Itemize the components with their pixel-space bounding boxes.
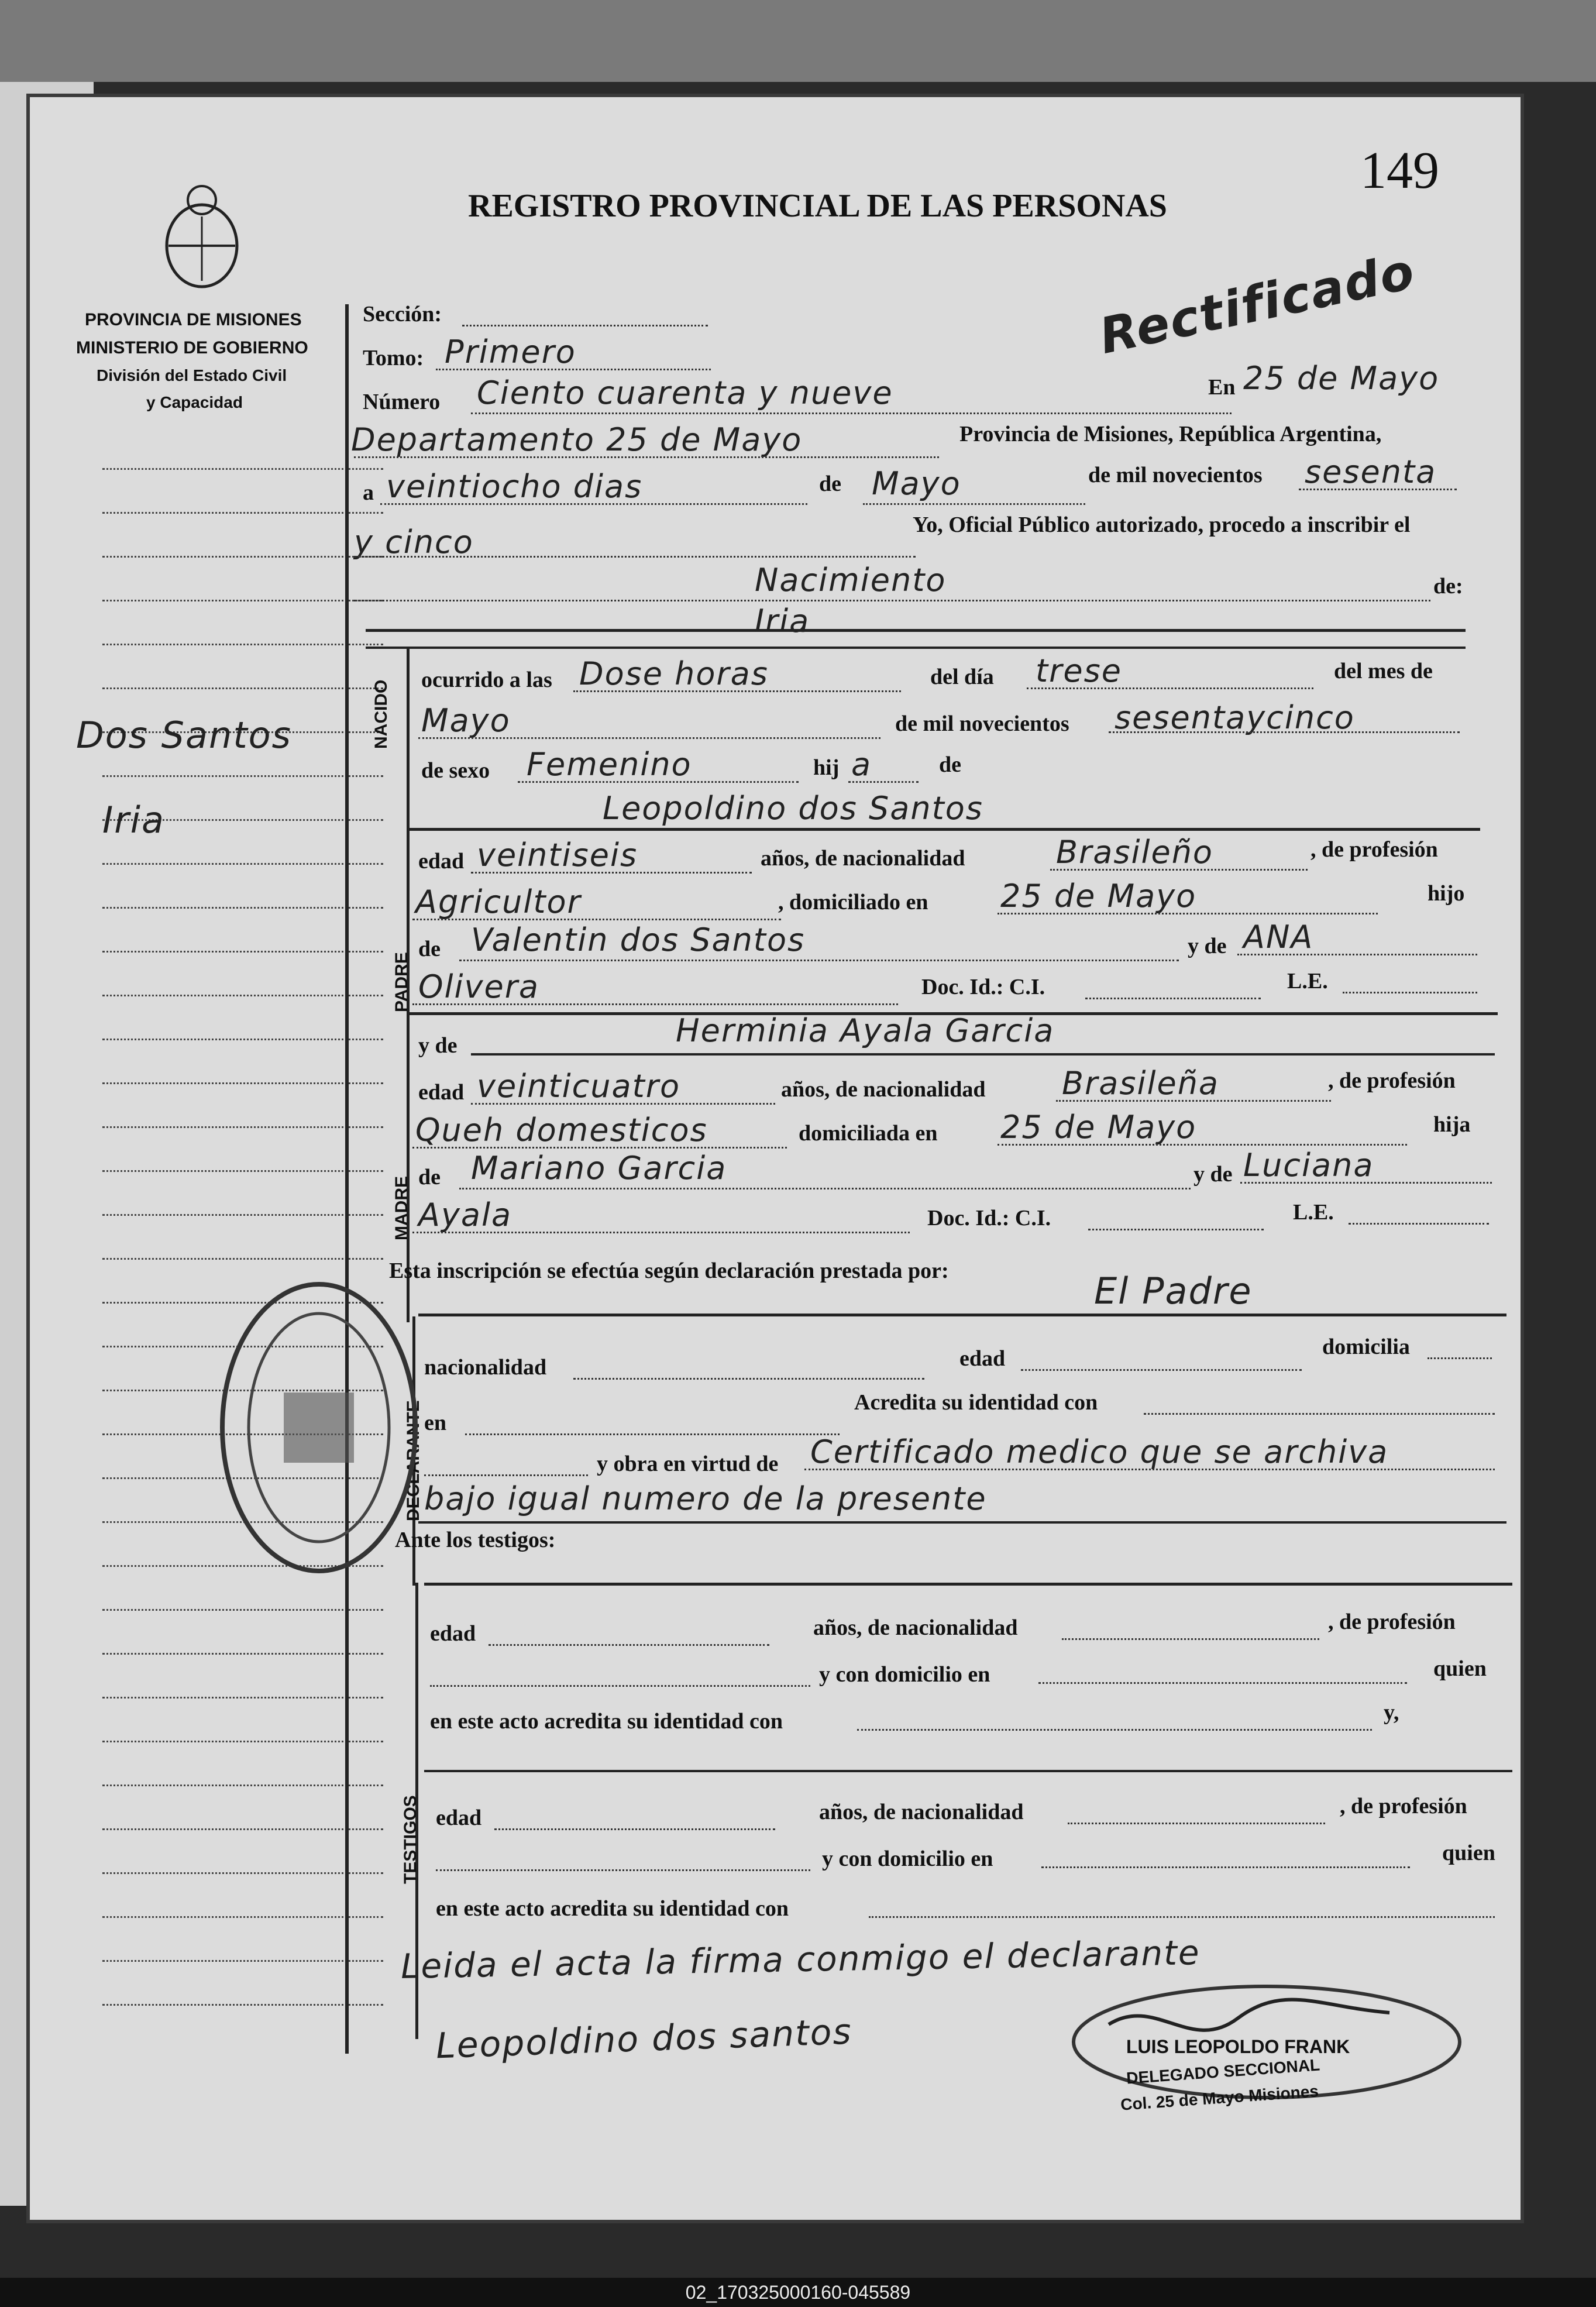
hora-value: Dose horas [579,655,769,692]
hij-label: hij [813,755,840,780]
page-edge-top [0,0,1596,82]
t2-de-prof-label: , de profesión [1340,1794,1467,1818]
yo-label: Yo, Oficial Público autorizado, procedo a inscribir el [913,513,1411,537]
decl-domicilia-label: domicilia [1322,1335,1410,1359]
de-mil-label: de mil novecientos [1088,463,1263,487]
madre-le-label: L.E. [1293,1200,1334,1225]
en-label: En [1208,375,1236,400]
ocurrido-label: ocurrido a las [421,668,552,692]
anio1-value: sesenta [1305,453,1437,490]
padre-le-label: L.E. [1287,969,1328,993]
mes-value: Mayo [872,465,961,502]
t2-edad-label: edad [436,1806,482,1830]
madre-section-label: MADRE [392,1176,411,1240]
nombre-value: Iria [755,603,810,640]
decl-obra-label: y obra en virtud de [597,1452,779,1476]
t2-anos-nac-label: años, de nacionalidad [819,1800,1024,1824]
a-label: a [363,480,374,505]
official-stamp-place: Col. 25 de Mayo Misiones [1120,2082,1319,2114]
t1-acto-acredita-label: en este acto acredita su identidad con [430,1709,783,1734]
de-label: de [819,472,841,496]
official-stamp-title: DELEGADO SECCIONAL [1126,2055,1321,2088]
madre-de-label: de [418,1165,441,1189]
mes-nac-value: Mayo [421,702,511,739]
sexo-value: Femenino [527,746,692,783]
t1-con-domicilio-label: y con domicilio en [819,1662,990,1687]
madre-anos-nac-label: años, de nacionalidad [781,1077,986,1102]
nacido-section-label: NACIDO [372,679,391,749]
padre-de3-label: de [418,937,441,961]
madre-y-de-label: y de [418,1033,458,1058]
de2-label: de [939,752,961,777]
madre-padre-value: Mariano Garcia [471,1150,727,1187]
provincia-label: Provincia de Misiones, República Argentina, [959,422,1382,446]
padre-anos-nac-label: años, de nacionalidad [761,846,965,871]
coat-of-arms-icon [158,181,246,298]
t1-edad-label: edad [430,1621,476,1646]
t2-acto-acredita-label: en este acto acredita su identidad con [436,1896,789,1921]
padre-edad-label: edad [418,849,465,874]
left-header-line-2: MINISTERIO DE GOBIERNO [76,338,308,357]
image-id-footer: 02_170325000160-045589 [0,2278,1596,2307]
madre-madre-value: Luciana [1243,1147,1374,1184]
dias-value: veintiocho dias [386,468,643,505]
madre-edad-value: veinticuatro [477,1068,680,1105]
t1-y-label: y, [1384,1700,1399,1725]
del-mes-label: del mes de [1334,659,1433,683]
t1-de-prof-label: , de profesión [1328,1610,1456,1634]
decl-en-label: en [424,1411,446,1435]
numero-value: Ciento cuarenta y nueve [477,374,893,411]
testigos-section-label: TESTIGOS [401,1795,420,1884]
en-value: 25 de Mayo [1243,360,1440,397]
padre-madre-value: ANA [1243,919,1314,955]
seccion-label: Sección: [363,302,442,326]
madre-domiciliada-label: domiciliada en [799,1121,938,1146]
hij-suffix-value: a [851,746,872,783]
padre-y-de-label: y de [1188,934,1227,958]
padre-dom-value: 25 de Mayo [1000,878,1197,914]
madre-nombre-value: Herminia Ayala Garcia [676,1012,1055,1049]
leida-value: Leida el acta la firma conmigo el declarante [400,1933,1201,1986]
padre-prof-value: Agricultor [415,883,582,920]
official-round-stamp-icon [214,1275,424,1580]
acto-value: Nacimiento [755,562,947,599]
padre-edad-value: veintiseis [477,837,638,874]
testigos-label: Ante los testigos: [395,1528,556,1552]
left-header-line-1: PROVINCIA DE MISIONES [85,310,302,329]
madre-hija-label: hija [1433,1112,1471,1137]
de-mil2-label: de mil novecientos [895,711,1069,736]
official-stamp-name: LUIS LEOPOLDO FRANK [1126,2036,1350,2057]
margin-name: Iria [102,799,165,841]
t2-con-domicilio-label: y con domicilio en [822,1847,993,1871]
madre-nac-value: Brasileña [1062,1065,1220,1102]
anio-nac-value: sesentaycinco [1115,699,1355,736]
tomo-value: Primero [445,333,576,370]
decl-acredita-label: Acredita su identidad con [854,1390,1098,1415]
departamento-value: Departamento 25 de Mayo [351,421,803,458]
t2-quien-label: quien [1442,1841,1495,1865]
madre-madre2-value: Ayala [418,1197,512,1233]
padre-section-label: PADRE [392,952,411,1012]
document-title: REGISTRO PROVINCIAL DE LAS PERSONAS [468,188,1167,224]
madre-doc-id-label: Doc. Id.: C.I. [927,1206,1051,1230]
obra2-value: bajo igual numero de la presente [424,1480,987,1517]
madre-edad-label: edad [418,1080,465,1105]
t1-anos-nac-label: años, de nacionalidad [813,1615,1018,1640]
anio2-value: y cinco [354,524,474,561]
de-sexo-label: de sexo [421,758,490,783]
declaracion-label: Esta inscripción se efectúa según declaración prestada por: [389,1259,949,1283]
padre-domiciliado-label: , domiciliado en [778,890,928,914]
rectification-stamp: Rectificado [1094,242,1420,365]
madre-prof-value: Queh domesticos [415,1112,708,1149]
numero-label: Número [363,390,441,414]
madre-dom-value: 25 de Mayo [1000,1109,1197,1146]
left-header-line-3: División del Estado Civil [97,366,287,384]
de-colon-label: de: [1433,574,1463,599]
padre-nac-value: Brasileño [1056,834,1213,871]
t1-quien-label: quien [1433,1656,1487,1681]
padre-hijo-label: hijo [1428,881,1465,906]
document-page [26,94,1524,2223]
margin-surname: Dos Santos [76,714,292,757]
padre-padre-value: Valentin dos Santos [471,922,806,958]
obra-value: Certificado medico que se archiva [810,1433,1389,1470]
padre-madre2-value: Olivera [418,968,539,1005]
madre-de-prof-label: , de profesión [1328,1068,1456,1093]
madre-y-de2-label: y de [1193,1162,1233,1187]
decl-edad-label: edad [959,1346,1006,1371]
decl-nacionalidad-label: nacionalidad [424,1355,547,1380]
dia-value: trese [1036,652,1122,689]
padre-de-prof-label: , de profesión [1310,837,1438,862]
declarante-value: El Padre [1094,1270,1253,1312]
declarante-section-label: DECLARANTE [404,1400,423,1521]
page-number: 149 [1360,142,1439,200]
padre-nombre-value: Leopoldino dos Santos [603,790,983,827]
declarante-signature: Leopoldino dos santos [435,2011,853,2067]
left-header-line-4: y Capacidad [146,393,243,411]
tomo-label: Tomo: [363,346,424,370]
padre-doc-id-label: Doc. Id.: C.I. [921,975,1045,999]
del-dia-label: del día [930,665,994,689]
